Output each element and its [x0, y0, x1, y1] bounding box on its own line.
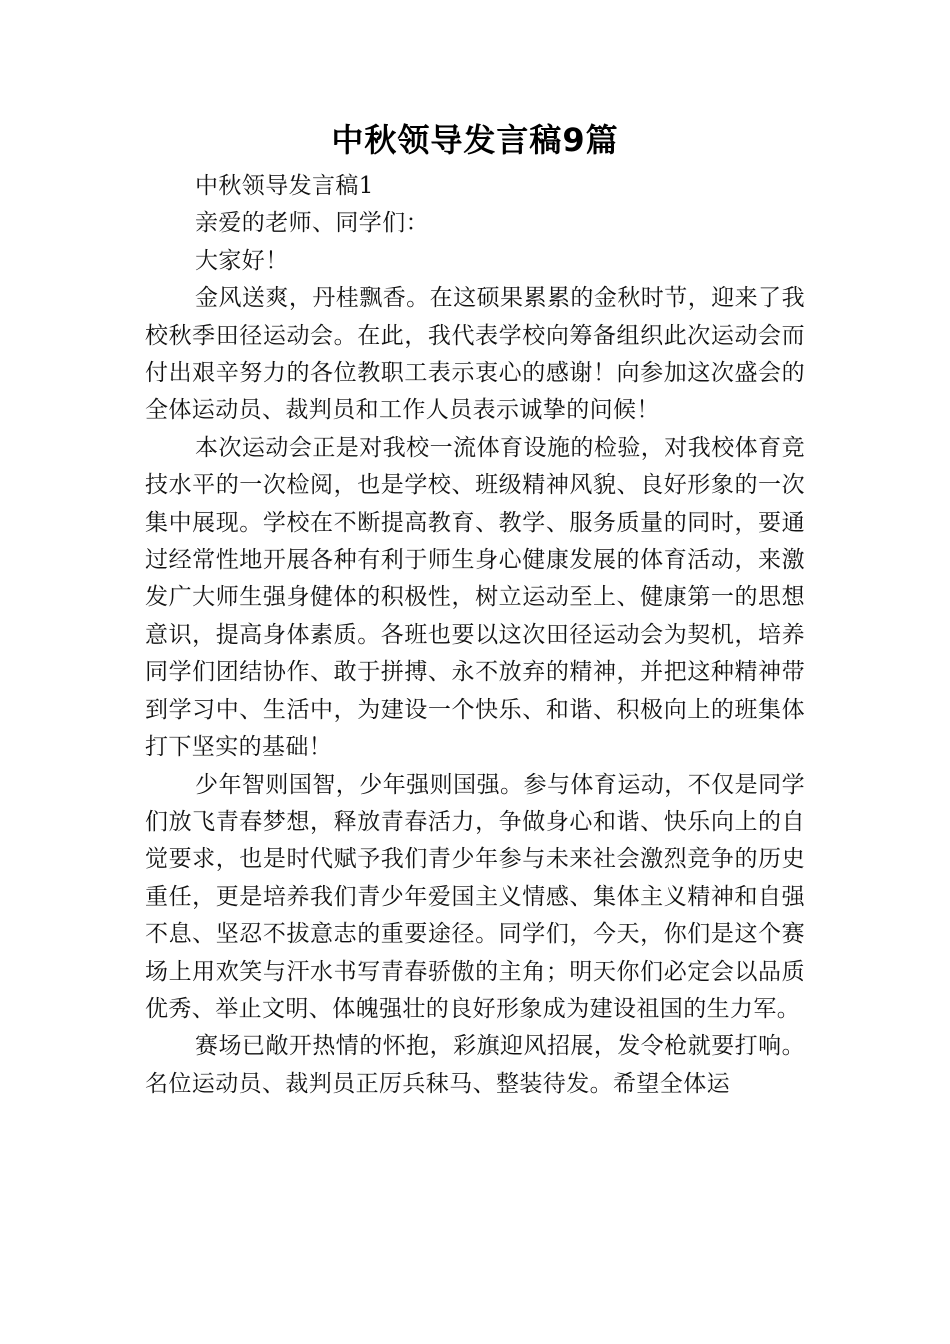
- paragraph-intro: 金风送爽，丹桂飘香。在这硕果累累的金秋时节，迎来了我校秋季田径运动会。在此，我代表学校向筹备组织此次运动会而付出艰辛努力的各位教职工表示衷心的感谢！向参加这次盛会的全体运动员、裁判员和工作人员表示诚挚的问候！: [145, 285, 805, 424]
- paragraph-salutation: 亲爱的老师、同学们：: [195, 210, 429, 237]
- paragraph-arena: 赛场已敞开热情的怀抱，彩旗迎风招展，发令枪就要打响。名位运动员、裁判员正厉兵秣马、整装待发。希望全体运: [145, 1033, 805, 1097]
- document-title: 中秋领导发言稿9篇: [331, 121, 619, 159]
- paragraph-youth: 少年智则国智，少年强则国强。参与体育运动，不仅是同学们放飞青春梦想，释放青春活力，争做身心和谐、快乐向上的自觉要求，也是时代赋予我们青少年参与未来社会激烈竞争的历史重任，更是培养我们青少年爱国主义情感、集体主义精神和自强不息、坚忍不拔意志的重要途径。同学们，今天，你们是这个赛场上用欢笑与汗水书写青春骄傲的主角；明天你们必定会以品质优秀、举止文明、体魄强壮的良好形象成为建设祖国的生力军。: [145, 771, 805, 1022]
- paragraph-heading: 中秋领导发言稿1: [195, 173, 374, 199]
- paragraph-greeting: 大家好！: [195, 247, 289, 274]
- paragraph-purpose: 本次运动会正是对我校一流体育设施的检验，对我校体育竞技水平的一次检阅，也是学校、班级精神风貌、良好形象的一次集中展现。学校在不断提高教育、教学、服务质量的同时，要通过经常性地开展各种有利于师生身心健康发展的体育活动，来激发广大师生强身健体的积极性，树立运动至上、健康第一的思想意识，提高身体素质。各班也要以这次田径运动会为契机，培养同学们团结协作、敢于拼搏、永不放弃的精神，并把这种精神带到学习中、生活中，为建设一个快乐、和谐、积极向上的班集体打下坚实的基础！: [145, 434, 805, 761]
- document-body: [145, 168, 805, 1103]
